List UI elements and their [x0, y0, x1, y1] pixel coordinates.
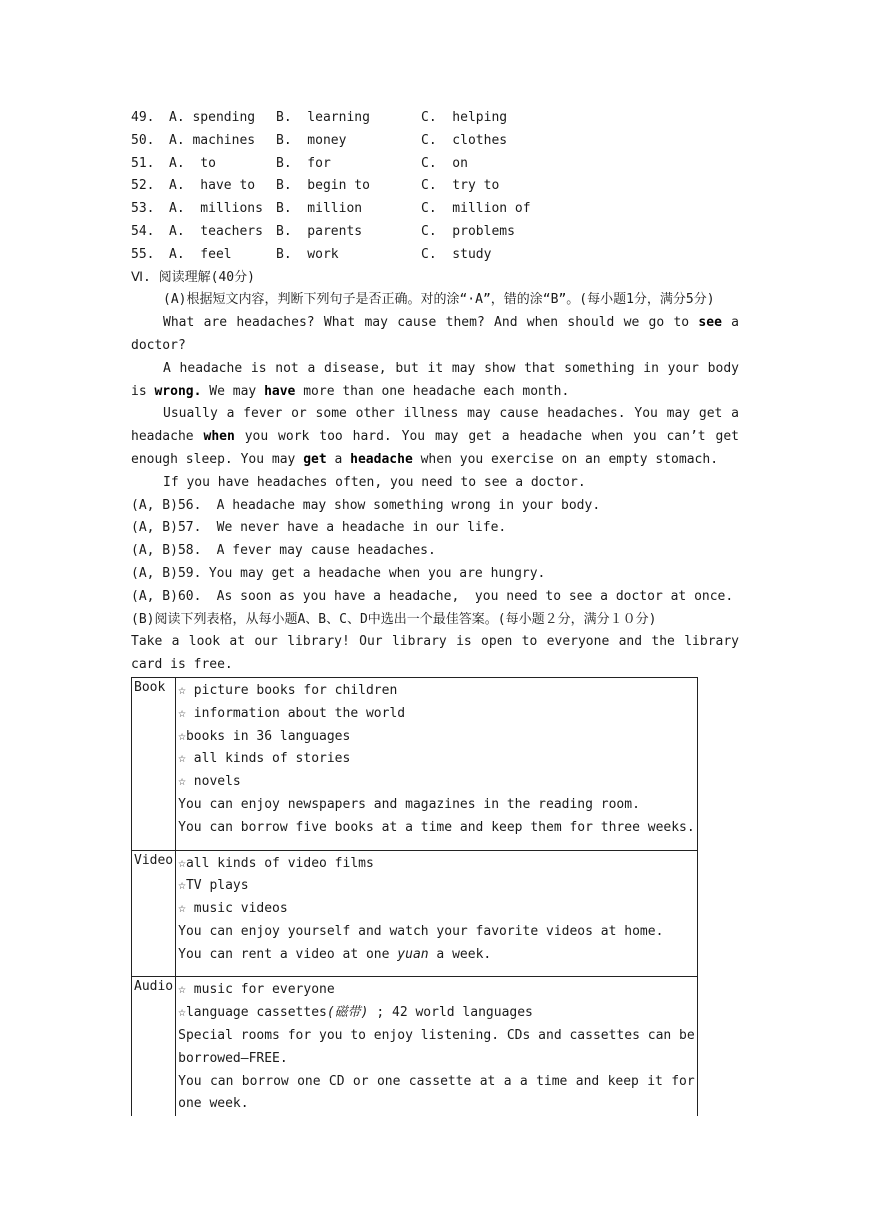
option-b: B. learning — [276, 110, 370, 125]
rent-line: You can rent a video at one yuan a week. — [178, 946, 492, 962]
question-number: 52. — [131, 178, 155, 194]
option-a: A. spending — [169, 110, 256, 125]
question-number: 51. — [131, 155, 155, 171]
judgement-item — [131, 517, 739, 540]
option-c: C. try to — [421, 178, 500, 194]
details-cell — [176, 677, 698, 850]
question-number: 49. — [131, 110, 155, 125]
judgement-statement: A fever may cause headaches. — [201, 543, 436, 559]
option-b: B. parents — [276, 223, 363, 239]
judgement-number: (A, B)59. — [131, 565, 202, 581]
option-row — [131, 107, 739, 130]
judgement-number: (A, B)60. — [131, 588, 202, 604]
option-row — [131, 130, 739, 153]
detail-paragraph: You can borrow one CD or one cassette at a a time and keep it for one week. — [178, 1073, 695, 1112]
passage-paragraph-4: If you have headaches often, you need to see a doctor. — [163, 474, 586, 490]
judgement-item — [131, 540, 739, 563]
option-c: C. clothes — [421, 132, 508, 148]
detail-line: You can borrow five books at a time and keep them for three weeks. — [178, 819, 695, 835]
passage-paragraph-3: Usually a fever or some other illness may cause headaches. You may get a headache when you work too hard. You may get a headache when you can’t get enough sleep. You may get a headache when you exercise on an empty stomach. — [131, 406, 739, 467]
option-c: C. helping — [421, 110, 508, 125]
option-a: A. machines — [169, 132, 256, 148]
question-number: 55. — [131, 246, 155, 262]
option-row — [131, 244, 739, 267]
part-b-instruction: (B)阅读下列表格，从每小题A、B、C、D中选出一个最佳答案。(每小题２分，满分１０分) — [131, 611, 657, 627]
detail-line: ☆ music for everyone — [178, 982, 335, 998]
details-cell — [176, 850, 698, 977]
judgement-item — [131, 563, 739, 586]
option-a: A. feel — [169, 246, 232, 262]
detail-line: ☆books in 36 languages — [178, 728, 351, 744]
judgement-list — [131, 495, 739, 609]
details-cell — [176, 977, 698, 1116]
library-row-video — [132, 850, 698, 977]
detail-line: You can enjoy yourself and watch your favorite videos at home. — [178, 923, 664, 939]
judgement-statement: We never have a headache in our life. — [201, 520, 507, 536]
judgement-number: (A, B)56. — [131, 497, 202, 513]
category-cell: Audio — [132, 977, 176, 1116]
judgement-number: (A, B)58. — [131, 543, 202, 559]
detail-line: ☆ novels — [178, 774, 241, 790]
detail-line: ☆ picture books for children — [178, 682, 398, 698]
judgement-statement: A headache may show something wrong in your body. — [201, 497, 601, 513]
option-b: B. work — [276, 246, 339, 262]
option-b: B. money — [276, 132, 347, 148]
option-c: C. on — [421, 155, 468, 171]
library-row-book — [132, 677, 698, 850]
option-row — [131, 175, 739, 198]
question-number: 50. — [131, 132, 155, 148]
detail-line: You can enjoy newspapers and magazines in the reading room. — [178, 796, 640, 812]
option-b: B. million — [276, 201, 363, 217]
detail-line: ☆all kinds of video films — [178, 855, 374, 871]
detail-line: ☆TV plays — [178, 878, 249, 894]
option-a: A. millions — [169, 201, 263, 217]
detail-line: ☆ all kinds of stories — [178, 751, 351, 767]
library-row-audio — [132, 977, 698, 1116]
detail-line: ☆language cassettes(磁带) ; 42 world languages — [178, 1005, 533, 1021]
question-number: 53. — [131, 201, 155, 217]
option-row — [131, 221, 739, 244]
cloze-options — [131, 107, 739, 267]
option-c: C. problems — [421, 223, 515, 239]
judgement-number: (A, B)57. — [131, 520, 202, 536]
category-cell: Book — [132, 677, 176, 850]
option-b: B. begin to — [276, 178, 370, 194]
detail-line: ☆ information about the world — [178, 705, 406, 721]
passage-paragraph-2: A headache is not a disease, but it may show that something in your body is wrong. We may have more than one headache each month. — [131, 360, 739, 399]
option-b: B. for — [276, 155, 331, 171]
question-number: 54. — [131, 223, 155, 239]
category-cell: Video — [132, 850, 176, 977]
option-a: A. to — [169, 155, 216, 171]
option-a: A. teachers — [169, 223, 263, 239]
judgement-item — [131, 495, 739, 518]
part-b-intro: Take a look at our library! Our library is open to everyone and the library card is free. — [131, 634, 739, 673]
passage-paragraph-1: What are headaches? What may cause them? And when should we go to see a doctor? — [131, 315, 740, 353]
part-a-instruction: (A)根据短文内容，判断下列句子是否正确。对的涂“·A”，错的涂“B”。(每小题1分，满分5分) — [163, 292, 715, 308]
judgement-item — [131, 586, 739, 609]
library-table — [131, 677, 698, 1116]
judgement-statement: As soon as you have a headache, you need to see a doctor at once. — [201, 588, 734, 604]
section-heading: Ⅵ. 阅读理解(40分) — [131, 269, 255, 285]
detail-paragraph: Special rooms for you to enjoy listening. CDs and cassettes can be borrowed—FREE. — [178, 1028, 695, 1066]
detail-line: ☆ music videos — [178, 901, 288, 917]
option-c: C. study — [421, 246, 492, 262]
judgement-statement: You may get a headache when you are hungry. — [201, 565, 546, 581]
option-row — [131, 198, 739, 221]
worksheet-page — [131, 107, 739, 1116]
option-a: A. have to — [169, 178, 256, 194]
option-row — [131, 153, 739, 176]
option-c: C. million of — [421, 201, 531, 217]
